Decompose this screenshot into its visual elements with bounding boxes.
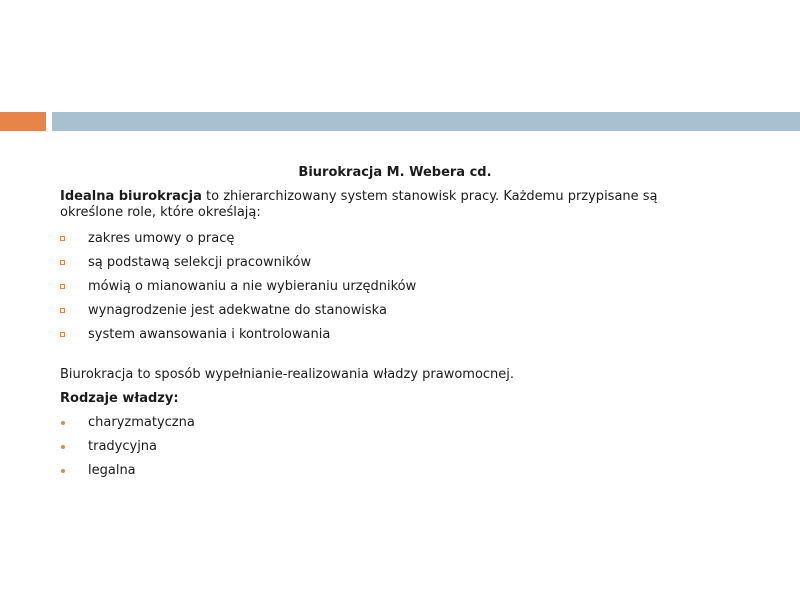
square-bullet-icon xyxy=(60,260,65,265)
square-bullet-icon xyxy=(60,236,65,241)
slide-title: Biurokracja M. Webera cd. xyxy=(298,165,492,180)
intro-paragraph xyxy=(60,189,710,221)
list-item: tradycyjna xyxy=(60,439,710,455)
definition-paragraph: Biurokracja to sposób wypełnianie-realizowania władzy prawomocnej. xyxy=(60,367,515,382)
header-accent-blue-bar xyxy=(52,112,800,131)
dot-bullet-icon xyxy=(61,445,65,449)
list-item: charyzmatyczna xyxy=(60,415,710,431)
slide-content xyxy=(60,165,710,487)
intro-term: Idealna biurokracja xyxy=(60,189,202,204)
intro-text: to zhierarchizowany system stanowisk pracy. Każdemu przypisane są określone role, które określają: xyxy=(60,189,658,220)
dot-bullet-icon xyxy=(61,421,65,425)
spacer xyxy=(60,351,710,367)
list-item: mówią o mianowaniu a nie wybieraniu urzędników xyxy=(60,279,710,295)
header-accent-orange-bar xyxy=(0,112,46,131)
list-item: są podstawą selekcji pracowników xyxy=(60,255,710,271)
list-item: zakres umowy o pracę xyxy=(60,231,710,247)
square-bullet-icon xyxy=(60,308,65,313)
list-item: system awansowania i kontrolowania xyxy=(60,327,710,343)
list-item: wynagrodzenie jest adekwatne do stanowiska xyxy=(60,303,710,319)
roles-list xyxy=(60,231,710,343)
list-item: legalna xyxy=(60,463,710,479)
dot-bullet-icon xyxy=(61,469,65,473)
square-bullet-icon xyxy=(60,332,65,337)
types-heading: Rodzaje władzy: xyxy=(60,391,179,406)
types-list xyxy=(60,415,710,479)
square-bullet-icon xyxy=(60,284,65,289)
